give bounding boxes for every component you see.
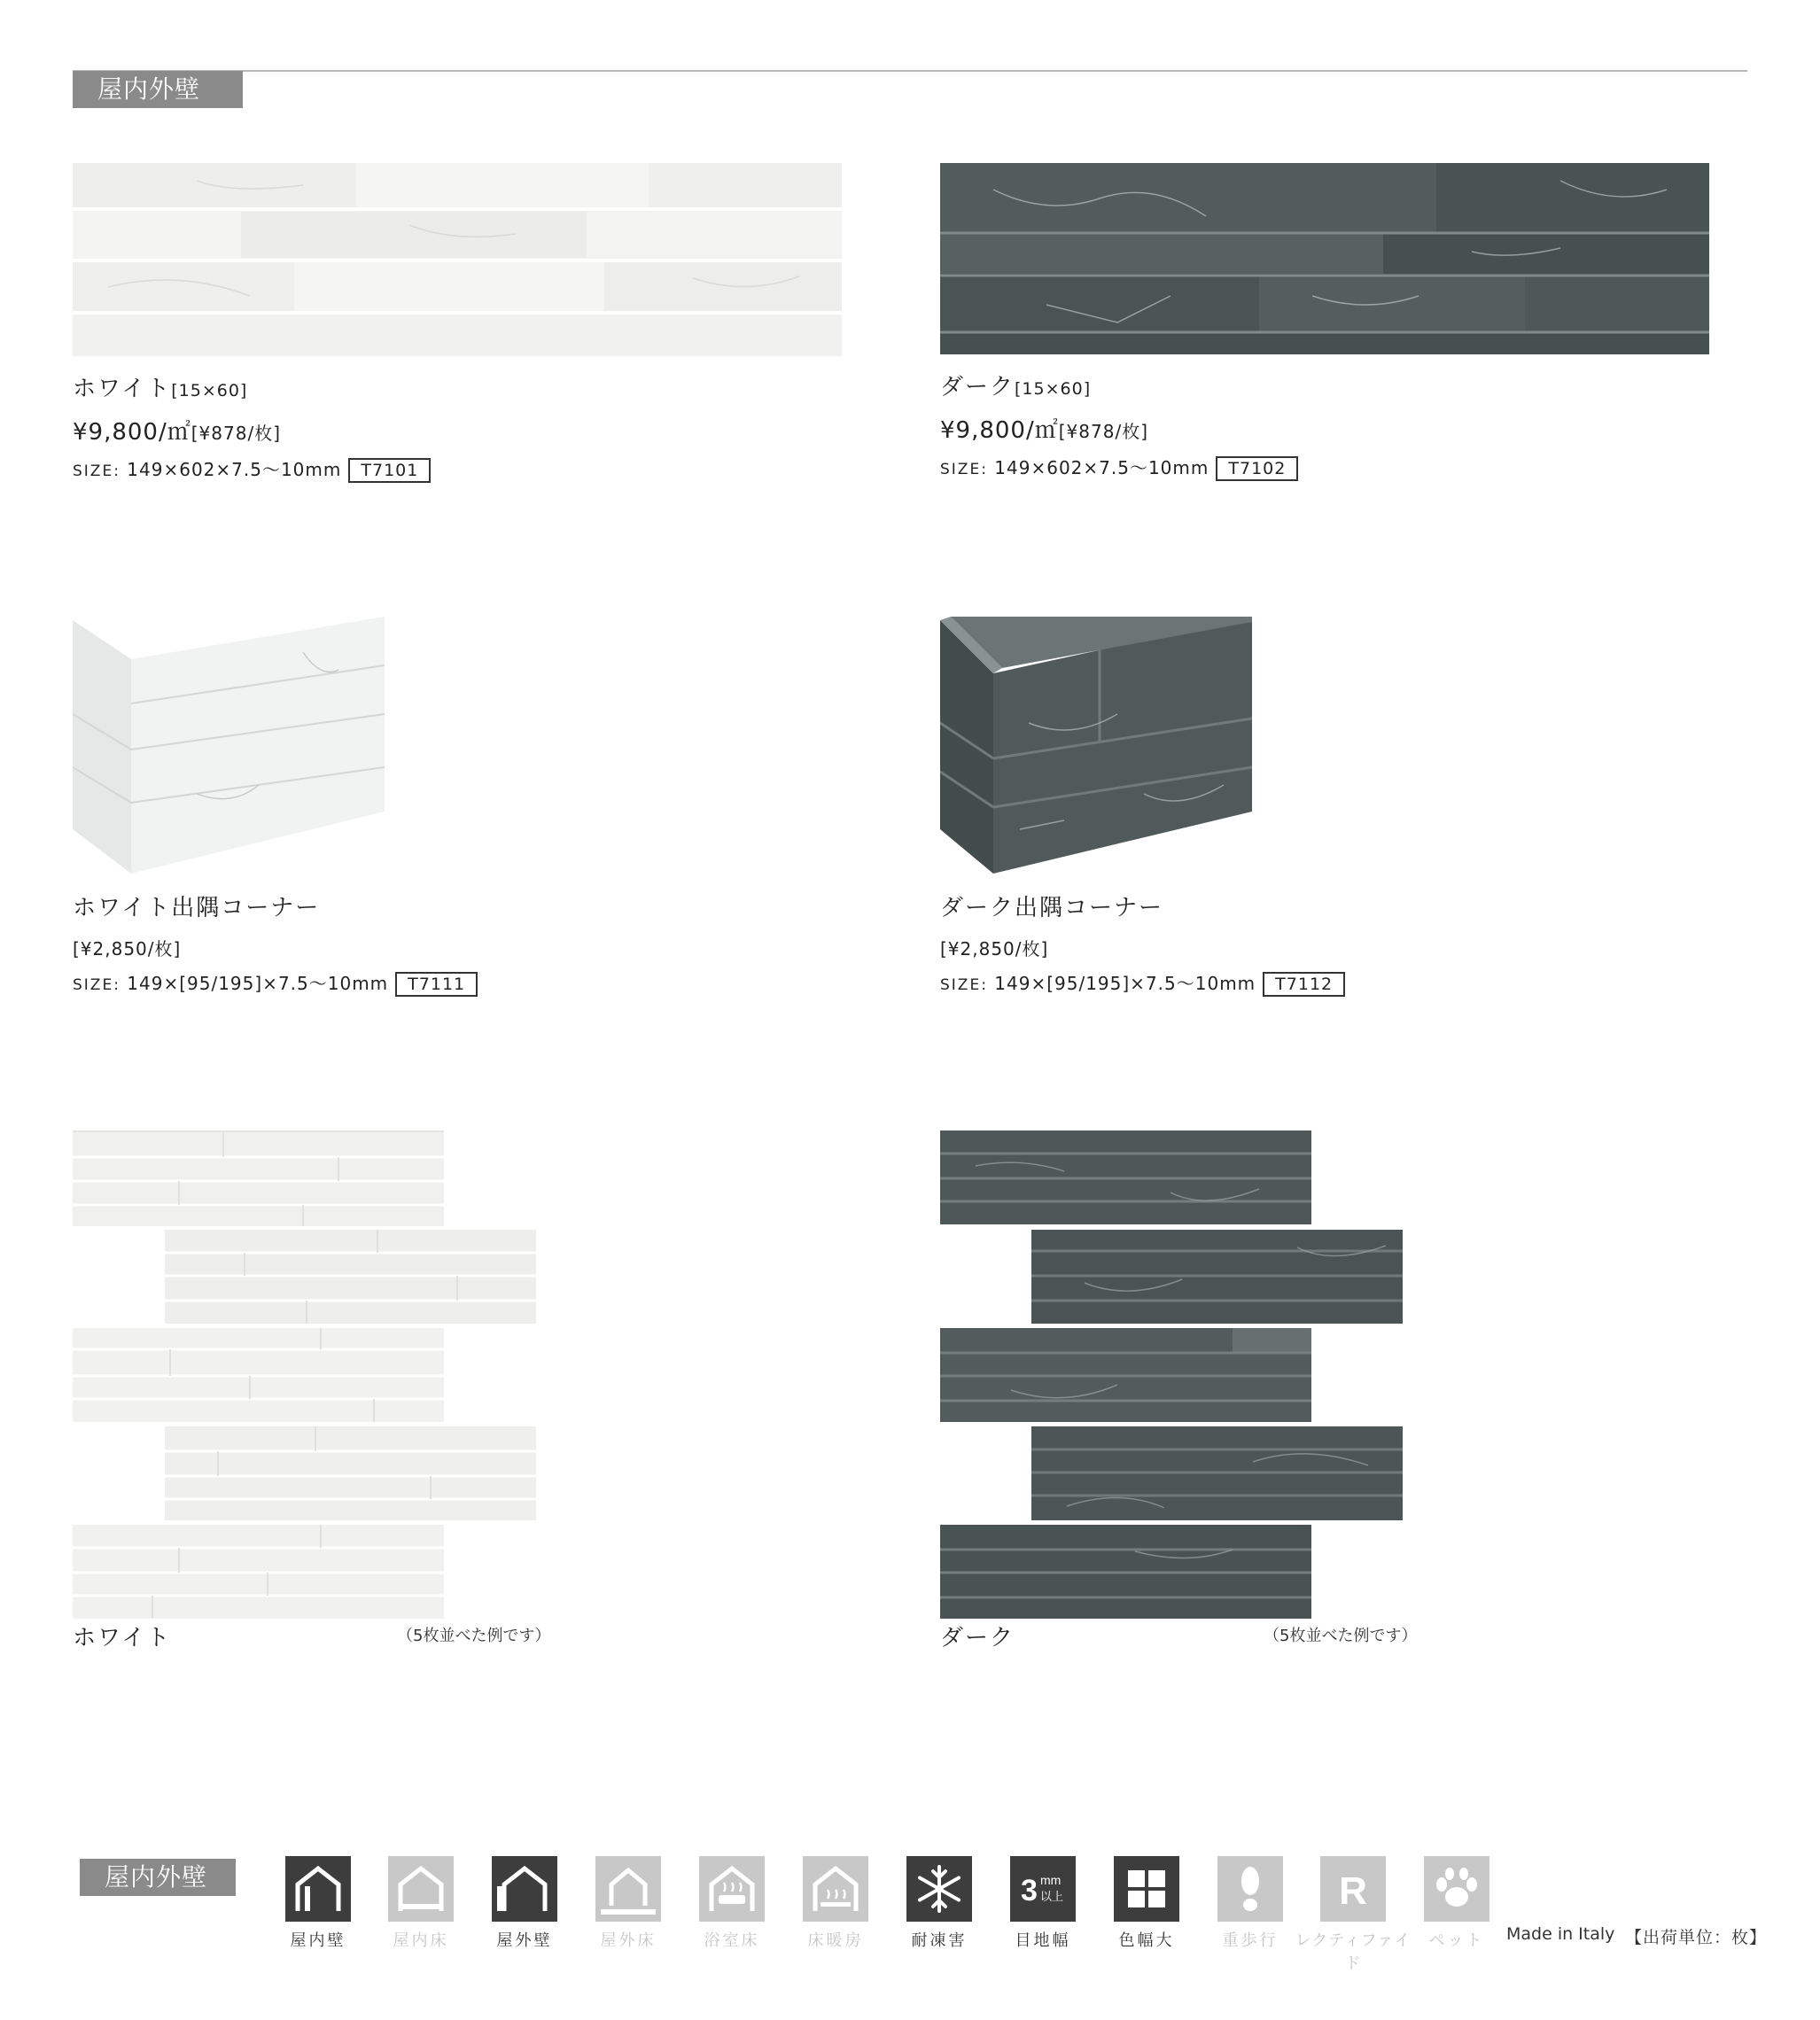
icon-label: 目地幅 <box>1015 1931 1071 1950</box>
icon-label: レクティファイド <box>1295 1931 1412 1973</box>
layout-name: ホワイト <box>73 1625 172 1651</box>
rectified-letter: R <box>1339 1869 1367 1913</box>
shipping-unit: 【出荷単位：枚】 <box>1625 1928 1768 1947</box>
joint-width-icon <box>1010 1856 1076 1922</box>
white-layout-strip <box>73 1328 444 1422</box>
dark-layout-strip <box>1031 1230 1403 1324</box>
icon-label: 耐凍害 <box>911 1931 968 1950</box>
white-tile-swatch <box>73 163 842 356</box>
product-name: ダーク <box>940 374 1015 400</box>
joint-suffix: 以上 <box>1040 1891 1064 1904</box>
product-price-each: [¥878/枚] <box>191 423 281 444</box>
size-label: SIZE: <box>73 976 121 994</box>
indoor-wall-icon <box>285 1856 351 1922</box>
outdoor-wall-icon <box>492 1856 557 1922</box>
product-price: ¥9,800/㎡ <box>940 417 1059 444</box>
product-size: 149×602×7.5〜10mm <box>994 457 1209 478</box>
dark-layout-strip <box>940 1525 1311 1619</box>
dark-tile-swatch <box>940 163 1709 354</box>
indoor-floor-icon <box>388 1856 454 1922</box>
dark-layout-strip <box>940 1328 1311 1422</box>
joint-value: 3 <box>1021 1874 1038 1907</box>
product-white-corner <box>73 890 478 997</box>
joint-unit: mm <box>1040 1873 1062 1887</box>
product-name: ダーク出隅コーナー <box>940 895 1164 921</box>
product-size: 149×[95/195]×7.5〜10mm <box>127 973 389 994</box>
icon-label: 屋内床 <box>393 1931 449 1950</box>
product-price-each: [¥2,850/枚] <box>940 938 1049 960</box>
product-size: 149×602×7.5〜10mm <box>127 459 342 480</box>
footer-category-tag: 屋内外壁用 <box>80 1859 236 1896</box>
product-format: [15×60] <box>1015 379 1092 399</box>
bathroom-floor-icon <box>699 1856 765 1922</box>
product-name: ホワイト出隅コーナー <box>73 895 321 921</box>
white-layout-strip <box>165 1426 536 1520</box>
white-layout-strip <box>73 1130 444 1226</box>
product-price-each: [¥878/枚] <box>1058 421 1148 442</box>
product-code: T7102 <box>1216 456 1298 481</box>
size-label: SIZE: <box>940 976 988 994</box>
icon-label: ペット <box>1428 1931 1485 1950</box>
icon-label: 浴室床 <box>704 1931 760 1950</box>
origin-text: Made in Italy <box>1506 1924 1615 1944</box>
size-label: SIZE: <box>940 461 988 478</box>
white-layout-strip <box>165 1230 536 1324</box>
icon-label: 屋外床 <box>600 1931 657 1950</box>
product-price: ¥9,800/㎡ <box>73 419 191 446</box>
white-corner-swatch <box>73 617 385 874</box>
floor-heating-icon <box>803 1856 868 1922</box>
product-dark <box>940 369 1298 481</box>
icon-label: 屋内壁 <box>290 1931 346 1950</box>
dark-layout-strip <box>1031 1426 1403 1520</box>
dark-layout-strip <box>940 1130 1311 1224</box>
product-dark-corner <box>940 890 1345 997</box>
white-layout-strip <box>73 1525 444 1619</box>
product-white <box>73 370 431 483</box>
color-variation-icon <box>1114 1856 1179 1922</box>
product-code: T7111 <box>395 972 478 997</box>
category-tag: 屋内外壁用 <box>73 71 243 108</box>
product-size: 149×[95/195]×7.5〜10mm <box>994 973 1256 994</box>
snowflake-icon <box>906 1856 972 1922</box>
product-code: T7112 <box>1263 972 1345 997</box>
header-rule <box>73 70 1747 72</box>
outdoor-floor-icon <box>595 1856 661 1922</box>
product-format: [15×60] <box>171 381 248 400</box>
icon-label: 色幅大 <box>1118 1931 1175 1950</box>
layout-note: （5枚並べた例です） <box>1264 1627 1418 1645</box>
product-code: T7101 <box>348 458 431 483</box>
product-price-each: [¥2,850/枚] <box>73 938 182 960</box>
icon-label: 重歩行 <box>1222 1931 1279 1950</box>
icon-label: 屋外壁 <box>496 1931 553 1950</box>
rectified-icon <box>1320 1856 1386 1922</box>
layout-name: ダーク <box>940 1625 1015 1651</box>
pet-icon <box>1424 1856 1489 1922</box>
product-name: ホワイト <box>73 376 172 402</box>
icon-label: 床暖房 <box>807 1931 864 1950</box>
size-label: SIZE: <box>73 462 121 480</box>
layout-note: （5枚並べた例です） <box>397 1627 551 1645</box>
heavy-traffic-icon <box>1217 1856 1283 1922</box>
dark-corner-swatch <box>940 617 1252 874</box>
